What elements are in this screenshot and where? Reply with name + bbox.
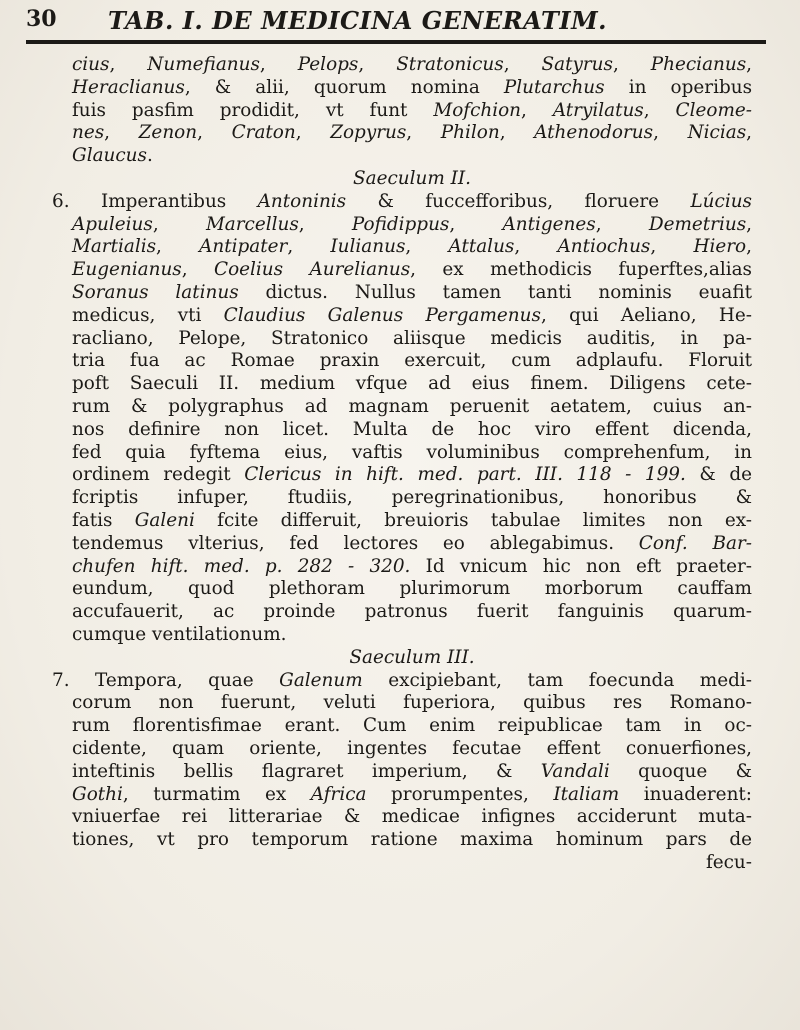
italic-text: Galeni bbox=[134, 509, 195, 531]
header-rule bbox=[26, 40, 766, 44]
text-line bbox=[72, 738, 752, 761]
text-run: corum non fuerunt, veluti fuperiora, quibus res Romano- bbox=[72, 692, 752, 714]
italic-text: Africa bbox=[310, 783, 367, 805]
italic-text: Demetrius bbox=[648, 213, 747, 235]
text-line bbox=[72, 373, 752, 396]
text-run: fed quia fyftema eius, vaftis voluminibus comprehenfum, in bbox=[72, 441, 752, 463]
italic-text: Hiero bbox=[693, 236, 747, 258]
text-run: racliano, Pelope, Stratonico aliisque medicis auditis, in pa- bbox=[72, 327, 752, 349]
text-run: poft Saeculi II. medium vfque ad eius finem. Diligens cete- bbox=[72, 373, 752, 395]
text-line bbox=[72, 77, 752, 100]
text-line bbox=[72, 305, 752, 328]
text-run: , bbox=[181, 259, 215, 281]
text-line bbox=[72, 829, 752, 852]
text-line bbox=[72, 510, 752, 533]
italic-text: Pofidippus bbox=[351, 213, 450, 235]
text-run: & de bbox=[685, 464, 753, 486]
italic-text: Cleome- bbox=[675, 99, 752, 121]
text-line bbox=[72, 328, 752, 351]
text-run: rum florentisfimae erant. Cum enim reipublicae tam in oc- bbox=[72, 715, 752, 737]
italic-text: Heraclianus bbox=[72, 76, 185, 98]
italic-text: Zenon bbox=[138, 122, 198, 144]
text-run: medicus, vti bbox=[72, 304, 224, 326]
text-line bbox=[72, 806, 752, 829]
text-run: , bbox=[521, 99, 553, 121]
italic-text: Athenodorus bbox=[534, 122, 654, 144]
italic-text: Soranus latinus bbox=[72, 281, 239, 303]
text-run: , bbox=[595, 213, 649, 235]
text-run: dictus. Nullus tamen tanti nominis euafit bbox=[238, 281, 752, 303]
text-run: tria fua ac Romae praxin exercuit, cum adplaufu. Floruit bbox=[72, 350, 752, 372]
text-run: & fuccefforibus, floruere bbox=[346, 190, 691, 212]
text-run: quoque & bbox=[609, 760, 752, 782]
italic-text: Vandali bbox=[540, 760, 610, 782]
text-run: , bbox=[499, 122, 535, 144]
italic-text: cius bbox=[72, 54, 110, 75]
text-run: , bbox=[156, 236, 200, 258]
italic-text: nes bbox=[72, 122, 105, 144]
text-line bbox=[72, 442, 752, 465]
body-text bbox=[52, 54, 753, 875]
text-line bbox=[72, 259, 752, 282]
text-run: ordinem redegit bbox=[72, 464, 245, 486]
text-run: , bbox=[746, 213, 752, 235]
text-run: , bbox=[259, 54, 298, 75]
text-run: , bbox=[287, 236, 331, 258]
italic-text: Conf. Bar- bbox=[638, 532, 752, 554]
text-line bbox=[72, 100, 752, 123]
running-title: TAB. I. DE MEDICINA GENERATIM. bbox=[108, 6, 607, 35]
text-run: accufauerit, ac proinde patronus fuerit fanguinis quarum- bbox=[72, 601, 752, 623]
text-run: cidente, quam oriente, ingentes fecutae effent conuerfiones, bbox=[72, 737, 752, 759]
text-line bbox=[72, 784, 752, 807]
text-run: . bbox=[146, 145, 153, 167]
text-line bbox=[72, 624, 752, 647]
text-run: prorumpentes, bbox=[366, 783, 554, 805]
text-line bbox=[72, 282, 752, 305]
text-run: , & alii, quorum nomina bbox=[184, 76, 504, 98]
text-line bbox=[72, 350, 752, 373]
text-line bbox=[72, 578, 752, 601]
text-run: , bbox=[152, 213, 206, 235]
text-line bbox=[72, 852, 752, 875]
text-run: cumque ventilationum. bbox=[72, 623, 287, 645]
italic-text: Antoninis bbox=[257, 190, 347, 212]
section-heading bbox=[72, 168, 752, 191]
text-run: tendemus vlterius, fed lectores eo ablegabimus. bbox=[72, 532, 639, 554]
text-line bbox=[72, 692, 752, 715]
text-line bbox=[72, 487, 752, 510]
text-run: , bbox=[295, 122, 331, 144]
italic-text: Antipater bbox=[199, 236, 288, 258]
italic-text: Philon bbox=[440, 122, 500, 144]
text-line bbox=[72, 715, 752, 738]
text-run: , bbox=[746, 54, 753, 75]
italic-text: Attalus bbox=[448, 236, 515, 258]
page-header bbox=[26, 4, 766, 38]
italic-text: Pelops bbox=[297, 54, 359, 75]
italic-text: Apuleius bbox=[72, 213, 153, 235]
text-run: nos definire non licet. Multa de hoc viro effent dicenda, bbox=[72, 418, 752, 440]
italic-text: Eugenianus bbox=[72, 259, 182, 281]
text-run: inuaderent: bbox=[619, 783, 752, 805]
text-run: vniuerfae rei litterariae & medicae infignes acciderunt muta- bbox=[72, 806, 752, 828]
text-line bbox=[72, 556, 752, 579]
page-number: 30 bbox=[26, 6, 57, 32]
text-run: 7. Tempora, quae bbox=[52, 669, 280, 691]
text-run: , qui Aeliano, He- bbox=[540, 304, 752, 326]
italic-text: Gothi bbox=[72, 783, 123, 805]
italic-text: Antiochus bbox=[557, 236, 651, 258]
text-line bbox=[72, 464, 752, 487]
text-run: , bbox=[653, 122, 688, 144]
italic-text: Clericus in hift. med. part. III. 118 - 199. bbox=[244, 464, 686, 486]
text-line bbox=[52, 670, 752, 693]
text-line bbox=[52, 191, 752, 214]
text-line bbox=[72, 419, 752, 442]
text-run: , bbox=[514, 236, 558, 258]
text-run: , bbox=[298, 213, 352, 235]
text-line bbox=[72, 761, 752, 784]
text-run: , bbox=[197, 122, 232, 144]
text-line bbox=[72, 236, 752, 259]
italic-text: Craton bbox=[231, 122, 296, 144]
text-run: excipiebant, tam foecunda medi- bbox=[362, 669, 752, 691]
text-run: , bbox=[104, 122, 139, 144]
italic-text: Saeculum III. bbox=[349, 646, 475, 668]
italic-text: Iulianus bbox=[330, 236, 406, 258]
italic-text: Lúcius bbox=[690, 190, 752, 212]
text-run: , turmatim ex bbox=[122, 783, 311, 805]
italic-text: Mofchion bbox=[433, 99, 522, 121]
italic-text: Nicias bbox=[687, 122, 747, 144]
text-line bbox=[72, 601, 752, 624]
text-run: , bbox=[650, 236, 694, 258]
text-run: eundum, quod plethoram plurimorum morborum cauffam bbox=[72, 578, 752, 600]
text-run: , ex methodicis fuperftes,alias bbox=[410, 259, 752, 281]
text-run: , bbox=[746, 236, 752, 258]
text-run: fcite differuit, breuioris tabulae limites non ex- bbox=[194, 509, 752, 531]
text-run: fcriptis infuper, ftudiis, peregrinationibus, honoribus & bbox=[72, 487, 752, 509]
italic-text: Plutarchus bbox=[503, 76, 605, 98]
text-line bbox=[72, 396, 752, 419]
text-run: in operibus bbox=[604, 76, 753, 98]
text-line bbox=[72, 533, 752, 556]
italic-text: Antigenes bbox=[502, 213, 596, 235]
italic-text: Coelius Aurelianus bbox=[214, 259, 411, 281]
italic-text: Marcellus bbox=[205, 213, 299, 235]
text-line bbox=[72, 54, 752, 77]
italic-text: Glaucus bbox=[72, 145, 147, 167]
text-run: Id vnicum hic non eft praeter- bbox=[410, 555, 752, 577]
italic-text: Martialis bbox=[72, 236, 157, 258]
text-run: , bbox=[503, 54, 542, 75]
text-run: rum & polygraphus ad magnam peruenit aetatem, cuius an- bbox=[72, 395, 752, 417]
text-run: 6. Imperantibus bbox=[52, 190, 258, 212]
text-run: fatis bbox=[72, 509, 135, 531]
text-run: , bbox=[612, 54, 651, 75]
section-heading bbox=[72, 647, 752, 670]
text-run: inteftinis bellis flagraret imperium, & bbox=[72, 760, 541, 782]
text-run: tiones, vt pro temporum ratione maxima hominum pars de bbox=[72, 829, 752, 851]
italic-text: Satyrus bbox=[541, 54, 613, 75]
text-line bbox=[72, 214, 752, 237]
italic-text: Stratonicus bbox=[396, 54, 504, 75]
italic-text: Saeculum II. bbox=[353, 167, 471, 189]
text-run: , bbox=[643, 99, 676, 121]
italic-text: Zopyrus bbox=[330, 122, 407, 144]
text-run: , bbox=[746, 122, 752, 144]
text-run: , bbox=[109, 54, 148, 75]
text-run: , bbox=[405, 236, 449, 258]
text-run: fecu- bbox=[705, 851, 752, 873]
italic-text: Numefianus bbox=[147, 54, 260, 75]
italic-text: Claudius Galenus Pergamenus bbox=[223, 304, 541, 326]
text-run: , bbox=[406, 122, 441, 144]
text-run: , bbox=[358, 54, 397, 75]
text-line bbox=[72, 145, 752, 168]
italic-text: Italiam bbox=[553, 783, 620, 805]
text-run: , bbox=[449, 213, 503, 235]
italic-text: chufen hift. med. p. 282 - 320. bbox=[72, 555, 411, 577]
italic-text: Galenum bbox=[279, 669, 363, 691]
italic-text: Atryilatus bbox=[552, 99, 644, 121]
text-run: fuis pasfim prodidit, vt funt bbox=[72, 99, 434, 121]
text-line bbox=[72, 122, 752, 145]
italic-text: Phecianus bbox=[650, 54, 747, 75]
